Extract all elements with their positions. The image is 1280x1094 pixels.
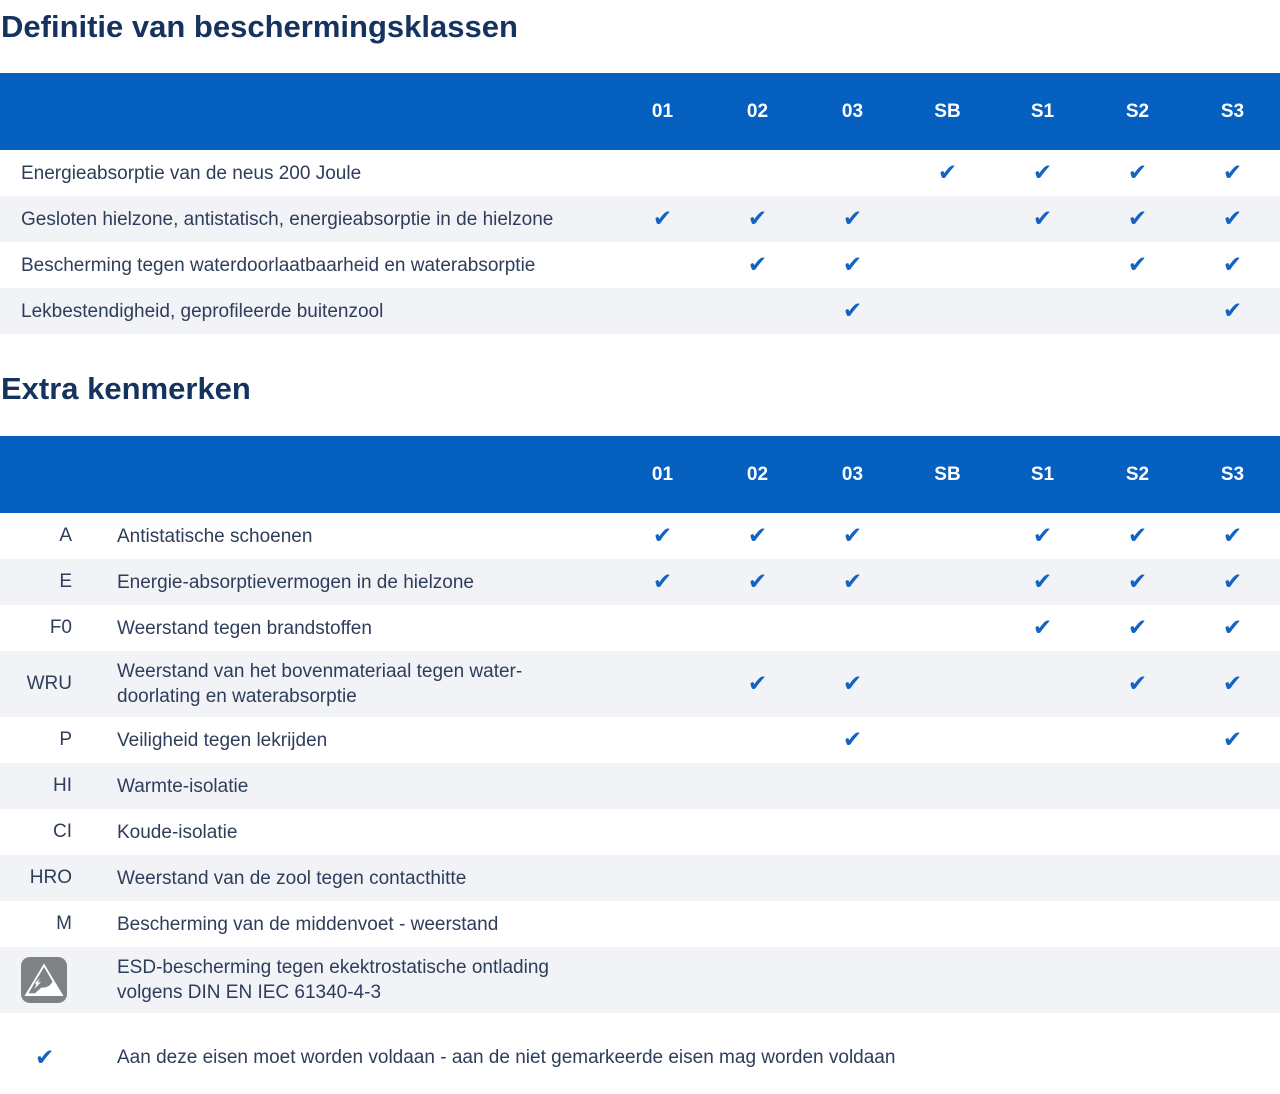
row-label-line: Antistatische schoenen xyxy=(117,525,313,547)
check-icon: ✔ xyxy=(652,568,673,595)
check-icon: ✔ xyxy=(1222,522,1243,549)
check-cell xyxy=(1090,159,1185,186)
check-cell xyxy=(995,729,1090,752)
check-cell xyxy=(900,617,995,640)
row-label-line: Lekbestendigheid, geprofileerde buitenzool xyxy=(21,300,384,322)
check-cell xyxy=(805,251,900,278)
section-title: Definitie van beschermingsklassen xyxy=(1,9,518,44)
check-cell xyxy=(1090,670,1185,697)
row-checks xyxy=(615,297,1280,324)
table-body xyxy=(0,150,1280,334)
check-cell xyxy=(710,300,805,323)
row-code: HRO xyxy=(29,867,72,888)
check-cell xyxy=(805,297,900,324)
row-label xyxy=(0,245,615,286)
check-cell xyxy=(710,568,805,595)
table-row xyxy=(0,901,1280,947)
table-row xyxy=(0,288,1280,334)
row-label xyxy=(72,720,615,761)
check-icon: ✔ xyxy=(842,297,863,324)
row-icon-cell xyxy=(0,957,72,1003)
check-icon: ✔ xyxy=(747,205,768,232)
check-cell xyxy=(615,617,710,640)
table-row xyxy=(0,717,1280,763)
column-header-s2: S2 xyxy=(1125,463,1150,485)
check-cell xyxy=(1090,729,1185,752)
check-cell xyxy=(995,673,1090,696)
check-icon: ✔ xyxy=(652,522,673,549)
table-row xyxy=(0,651,1280,717)
check-icon: ✔ xyxy=(1127,568,1148,595)
column-header-01: 01 xyxy=(651,100,674,122)
check-icon: ✔ xyxy=(1032,159,1053,186)
column-header-01: 01 xyxy=(651,463,674,485)
check-cell xyxy=(995,254,1090,277)
page xyxy=(0,8,1280,1071)
check-cell xyxy=(900,571,995,594)
check-icon: ✔ xyxy=(1222,205,1243,232)
check-cell xyxy=(900,729,995,752)
row-label xyxy=(72,651,615,717)
check-cell xyxy=(900,673,995,696)
check-cell xyxy=(1090,614,1185,641)
check-cell xyxy=(1185,159,1280,186)
check-cell xyxy=(995,568,1090,595)
column-header-s1: S1 xyxy=(1030,100,1055,122)
check-cell xyxy=(1090,251,1185,278)
row-label xyxy=(72,947,615,1013)
check-cell xyxy=(710,617,805,640)
row-label xyxy=(72,516,615,557)
table-body xyxy=(0,513,1280,1013)
check-cell xyxy=(995,614,1090,641)
check-icon: ✔ xyxy=(747,568,768,595)
check-cell xyxy=(1185,670,1280,697)
check-icon: ✔ xyxy=(1127,670,1148,697)
check-icon: ✔ xyxy=(1032,568,1053,595)
column-header-s1: S1 xyxy=(1030,463,1055,485)
check-cell xyxy=(1185,251,1280,278)
check-cell xyxy=(615,205,710,232)
column-header-sb: SB xyxy=(934,463,961,485)
column-header-s3: S3 xyxy=(1220,100,1245,122)
check-cell xyxy=(710,162,805,185)
row-checks xyxy=(615,614,1280,641)
table-header xyxy=(0,436,1280,513)
check-cell xyxy=(995,159,1090,186)
check-icon: ✔ xyxy=(1127,614,1148,641)
table-row xyxy=(0,809,1280,855)
check-icon: ✔ xyxy=(1222,614,1243,641)
check-icon: ✔ xyxy=(747,522,768,549)
row-label-line: Koude-isolatie xyxy=(117,821,238,843)
check-cell xyxy=(1185,568,1280,595)
table-row xyxy=(0,242,1280,288)
row-label-line: Energie-absorptievermogen in de hielzone xyxy=(117,571,475,593)
check-cell xyxy=(615,300,710,323)
row-label xyxy=(72,608,615,649)
table-row xyxy=(0,196,1280,242)
table-row xyxy=(0,559,1280,605)
section-protection-classes xyxy=(0,8,1280,334)
check-icon: ✔ xyxy=(1222,297,1243,324)
row-checks xyxy=(615,251,1280,278)
check-icon: ✔ xyxy=(1032,522,1053,549)
check-icon: ✔ xyxy=(652,205,673,232)
row-label xyxy=(72,766,615,807)
esd-icon xyxy=(21,957,67,1003)
row-label-line: Weerstand van de zool tegen contacthitte xyxy=(117,867,467,889)
check-icon: ✔ xyxy=(1222,670,1243,697)
check-icon: ✔ xyxy=(35,1045,55,1071)
check-cell xyxy=(900,208,995,231)
check-cell xyxy=(710,729,805,752)
check-cell xyxy=(710,251,805,278)
row-checks xyxy=(615,670,1280,697)
check-cell xyxy=(995,300,1090,323)
row-code: F0 xyxy=(49,617,72,638)
table-row xyxy=(0,513,1280,559)
check-cell xyxy=(710,522,805,549)
check-icon: ✔ xyxy=(1032,614,1053,641)
check-cell xyxy=(805,726,900,753)
row-code: HI xyxy=(53,775,72,796)
check-cell xyxy=(805,670,900,697)
table-row xyxy=(0,855,1280,901)
check-icon: ✔ xyxy=(1222,726,1243,753)
check-cell xyxy=(995,522,1090,549)
check-cell xyxy=(710,670,805,697)
row-label xyxy=(72,562,615,603)
row-label xyxy=(0,291,615,332)
check-icon: ✔ xyxy=(937,159,958,186)
row-code: P xyxy=(59,729,72,750)
row-label-line: Warmte-isolatie xyxy=(117,775,249,797)
check-icon: ✔ xyxy=(842,251,863,278)
row-label-line: ESD-bescherming tegen ekektrostatische ontlading xyxy=(117,957,549,978)
check-icon: ✔ xyxy=(842,205,863,232)
row-label-line: Energieabsorptie van de neus 200 Joule xyxy=(21,162,362,184)
check-cell xyxy=(900,254,995,277)
check-cell xyxy=(805,617,900,640)
column-header-sb: SB xyxy=(934,100,961,122)
check-cell xyxy=(805,522,900,549)
check-icon: ✔ xyxy=(842,670,863,697)
column-header-03: 03 xyxy=(841,463,864,485)
section-title: Extra kenmerken xyxy=(1,371,251,406)
check-icon: ✔ xyxy=(1127,522,1148,549)
check-icon: ✔ xyxy=(1222,568,1243,595)
table-header xyxy=(0,73,1280,150)
row-code: CI xyxy=(53,821,72,842)
row-code: A xyxy=(59,525,72,546)
row-checks xyxy=(615,522,1280,549)
check-icon: ✔ xyxy=(1222,251,1243,278)
row-label xyxy=(0,153,615,194)
check-cell xyxy=(805,205,900,232)
check-cell xyxy=(615,673,710,696)
check-icon: ✔ xyxy=(842,726,863,753)
check-cell xyxy=(710,205,805,232)
row-label-line: Gesloten hielzone, antistatisch, energieabsorptie in de hielzone xyxy=(21,208,554,230)
check-cell xyxy=(900,300,995,323)
check-icon: ✔ xyxy=(747,251,768,278)
check-icon: ✔ xyxy=(842,568,863,595)
check-cell xyxy=(1185,614,1280,641)
row-label xyxy=(0,199,615,240)
section-extra-features xyxy=(0,370,1280,1013)
check-icon: ✔ xyxy=(1127,159,1148,186)
check-cell xyxy=(615,729,710,752)
row-label-line: Bescherming van de middenvoet - weerstand xyxy=(117,913,499,935)
check-icon: ✔ xyxy=(1127,205,1148,232)
row-label-line: Weerstand tegen brandstoffen xyxy=(117,617,372,639)
check-cell xyxy=(805,162,900,185)
check-cell xyxy=(615,568,710,595)
row-label xyxy=(72,858,615,899)
check-icon: ✔ xyxy=(747,670,768,697)
row-label xyxy=(72,904,615,945)
check-cell xyxy=(1090,300,1185,323)
check-cell xyxy=(900,525,995,548)
check-cell xyxy=(1185,522,1280,549)
check-icon: ✔ xyxy=(842,522,863,549)
legend xyxy=(0,1045,1280,1071)
check-cell xyxy=(1090,568,1185,595)
row-code: E xyxy=(59,571,72,592)
check-cell xyxy=(615,254,710,277)
check-icon: ✔ xyxy=(1127,251,1148,278)
row-code: WRU xyxy=(26,673,72,694)
check-cell xyxy=(1090,205,1185,232)
row-label-line: volgens DIN EN IEC 61340-4-3 xyxy=(117,982,382,1003)
row-label-line: doorlating en waterabsorptie xyxy=(117,686,357,707)
row-label-line: Veiligheid tegen lekrijden xyxy=(117,729,328,751)
check-cell xyxy=(615,162,710,185)
check-cell xyxy=(1185,726,1280,753)
check-cell xyxy=(805,568,900,595)
row-checks xyxy=(615,726,1280,753)
row-checks xyxy=(615,205,1280,232)
table-row xyxy=(0,947,1280,1013)
check-icon: ✔ xyxy=(1032,205,1053,232)
check-cell xyxy=(1090,522,1185,549)
check-icon: ✔ xyxy=(1222,159,1243,186)
check-cell xyxy=(995,205,1090,232)
check-cell xyxy=(1185,205,1280,232)
table-row xyxy=(0,763,1280,809)
legend-text: Aan deze eisen moet worden voldaan - aan de niet gemarkeerde eisen mag worden voldaan xyxy=(117,1047,896,1068)
column-header-03: 03 xyxy=(841,100,864,122)
row-code: M xyxy=(56,913,72,934)
column-header-s2: S2 xyxy=(1125,100,1150,122)
row-label xyxy=(72,812,615,853)
column-header-s3: S3 xyxy=(1220,463,1245,485)
table-row xyxy=(0,150,1280,196)
row-checks xyxy=(615,568,1280,595)
column-header-02: 02 xyxy=(746,100,769,122)
row-label-line: Weerstand van het bovenmateriaal tegen water- xyxy=(117,661,523,682)
check-cell xyxy=(900,159,995,186)
check-cell xyxy=(615,522,710,549)
row-label-line: Bescherming tegen waterdoorlaatbaarheid en waterabsorptie xyxy=(21,254,536,276)
column-header-02: 02 xyxy=(746,463,769,485)
row-checks xyxy=(615,159,1280,186)
table-row xyxy=(0,605,1280,651)
check-cell xyxy=(1185,297,1280,324)
